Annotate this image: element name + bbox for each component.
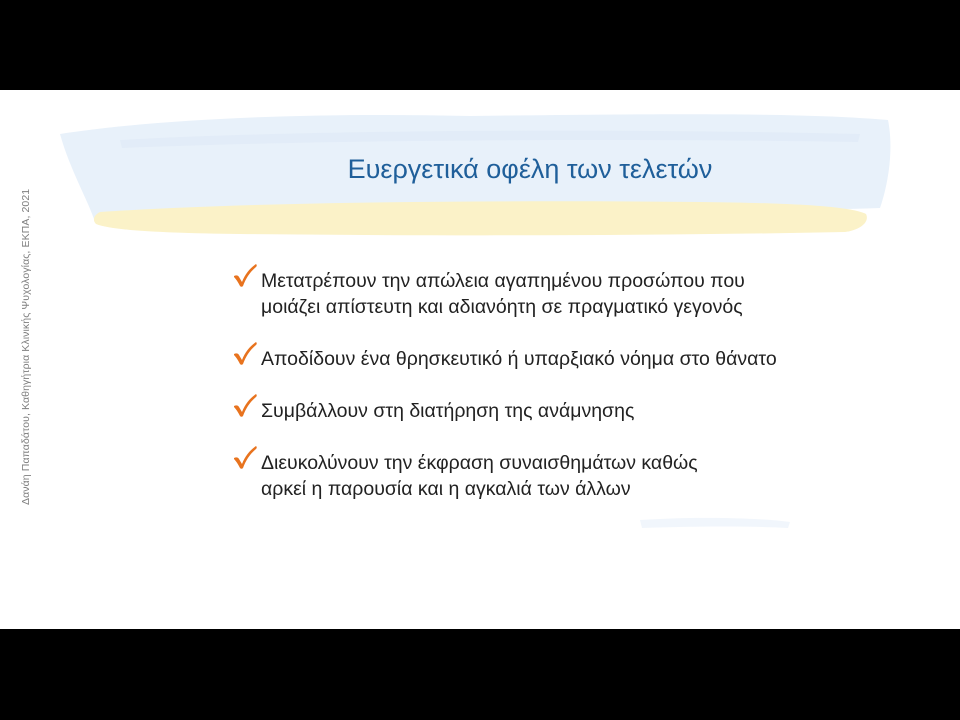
list-item <box>232 450 872 502</box>
bullet-text-line: μοιάζει απίστευτη και αδιανόητη σε πραγματικό γεγονός <box>261 296 743 318</box>
bullet-text-line: Συμβάλλουν στη διατήρηση της ανάμνησης <box>261 400 635 422</box>
list-item <box>232 398 872 424</box>
bullet-text-line: Διευκολύνουν την έκφραση συναισθημάτων καθώς <box>261 452 698 474</box>
check-icon <box>232 262 258 288</box>
benefits-list <box>232 268 872 528</box>
bullet-text-line: Μετατρέπουν την απώλεια αγαπημένου προσώπου που <box>261 270 745 292</box>
check-icon <box>232 392 258 418</box>
list-item <box>232 346 872 372</box>
bullet-text-line: αρκεί η παρουσία και η αγκαλιά των άλλων <box>261 478 631 500</box>
author-credit-vertical: Δανάη Παπαδάτου, Καθηγήτρια Κλινικής Ψυχολογίας, ΕΚΠΑ, 2021 <box>20 188 32 505</box>
check-icon <box>232 444 258 470</box>
slide <box>0 90 960 629</box>
slide-title: Ευεργετικά οφέλη των τελετών <box>347 154 713 184</box>
bullet-text-line: Αποδίδουν ένα θρησκευτικό ή υπαρξιακό νόημα στο θάνατο <box>261 348 777 370</box>
list-item <box>232 268 872 320</box>
check-icon <box>232 340 258 366</box>
